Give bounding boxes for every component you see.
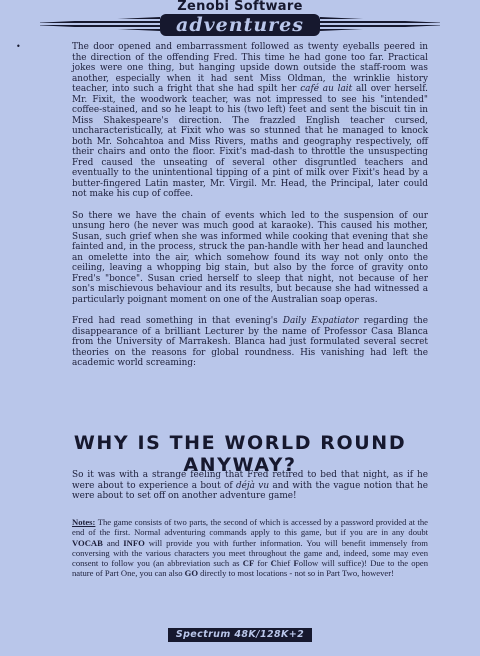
paragraph-4: So it was with a strange feeling that Fred retired to bed that night, as if he were about to experience a bout of déjà vu and with the vague notion that he were about to set off on another adventure game!	[72, 470, 429, 501]
left-rule-ornament	[40, 17, 160, 31]
notes-label: Notes:	[72, 517, 96, 527]
adventures-banner	[160, 14, 320, 36]
paragraph-2: So there we have the chain of events which led to the suspension of our unsung hero (he never was much good at karaoke). This caused his mother, Susan, such grief when she was informed while cooking that evening that she fainted and, in the process, struck the pan-handle with her head and launched an omelette into the air, which somehow found its way not only onto the ceiling, leaving a whopping big stain, but also by the force of gravity onto Fred's "bonce". Susan cried herself to sleep that night, not because of her son's mischievous behaviour and its results, but because she had witnessed a particularly poignant moment on one of the Australian soap operas.	[72, 210, 428, 305]
banner-text: adventures	[176, 14, 304, 36]
platform-badge: Spectrum 48K/128K+2	[168, 628, 312, 642]
right-rule-ornament	[320, 17, 440, 31]
masthead	[0, 14, 480, 36]
bullet-mark: •	[16, 42, 21, 51]
notes-section: Notes: The game consists of two parts, the second of which is accessed by a password provided at the end of the first. Normal adventuring commands apply to this game, but if you are in any doubt VOCAB and INFO will provide you with further information. You will benefit immensely from conversing with the various characters you meet throughout the game and, indeed, some may even consent to follow you (an abbreviation such as CF for Chief Follow will suffice)! Due to the open nature of Part One, you can also GO directly to most locations - not so in Part Two, however!	[72, 517, 429, 579]
paragraph-1: The door opened and embarrassment followed as twenty eyeballs peered in the direction of the offending Fred. This time he had gone too far. Practical jokes were one thing, but hanging upside down outside the staff-room was another, especially when it had sent Miss Oldman, the wrinklie history teacher, into such a fright that she had spilt her café au lait all over herself. Mr. Fixit, the woodwork teacher, was not impressed to see his "intended" coffee-stained, and so he leapt to his (two left) feet and sent the biscuit tin in Miss Shakespeare's direction. The frazzled English teacher cursed, uncharacteristically, at Fixit who was so stunned that he managed to knock both Mr. Sohcahtoa and Miss Rivers, maths and geography respectively, off their chairs and onto the floor. Fixit's mad-dash to throttle the unsuspecting Fred caused the unseating of several other disgruntled teachers and eventually to the unintentional tipping of a pint of milk over Fixit's head by a butter-fingered Latin master, Mr. Virgil. Mr. Head, the Principal, later could not make his cup of coffee.	[72, 42, 428, 199]
paragraph-3: Fred had read something in that evening's Daily Expatiator regarding the disappearance of a brilliant Lecturer by the name of Professor Casa Blanca from the University of Marrakesh. Blanca had just formulated several secret theories on the reasons for global roundness. His vanishing had left the academic world screaming:	[72, 316, 428, 368]
publisher-name: Zenobi Software	[177, 0, 303, 14]
headline: WHY IS THE WORLD ROUND ANYWAY?	[73, 432, 407, 476]
story-text	[72, 42, 428, 380]
